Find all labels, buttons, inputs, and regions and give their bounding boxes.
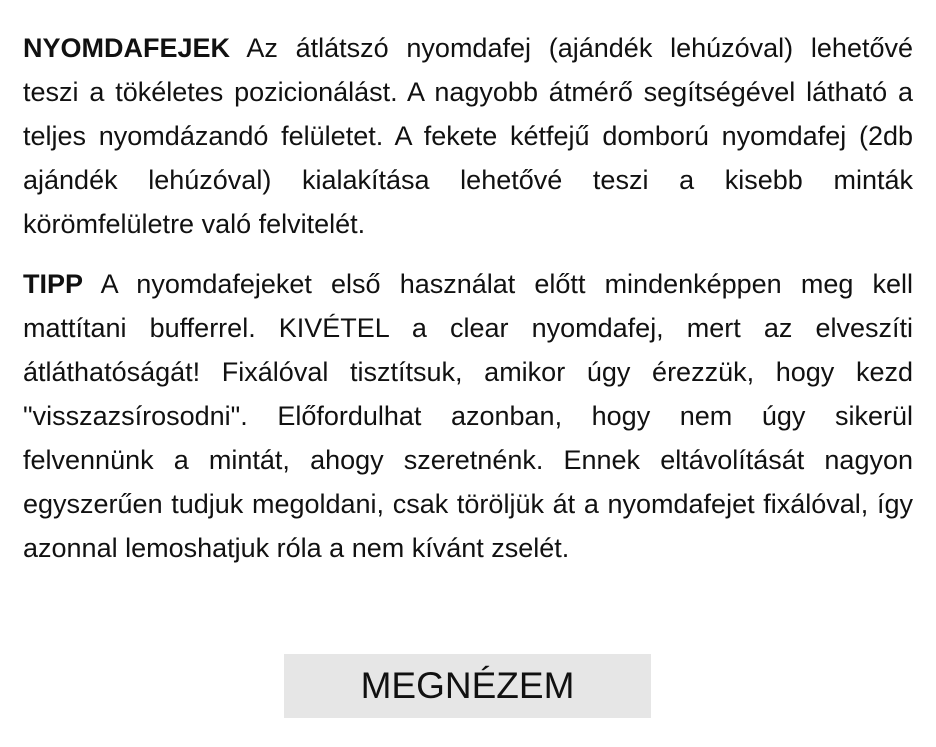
tip-paragraph xyxy=(23,262,913,570)
stamper-heads-paragraph xyxy=(23,26,913,246)
tip-heading: TIPP xyxy=(23,269,84,299)
description-text xyxy=(23,26,913,570)
tip-text: A nyomdafejeket első használat előtt mindenképpen meg kell mattítani bufferrel. KIVÉTEL a clear nyomdafej, mert az elveszíti átláthatóságát! Fixálóval tisztítsuk, amikor úgy érezzük, hogy kezd "visszazsírosodni". Előfordulhat azonban, hogy nem úgy sikerül felvennünk a mintát, ahogy szeretnénk. Ennek eltávolítását nagyon egyszerűen tudjuk megoldani, csak töröljük át a nyomdafejet fixálóval, így azonnal lemoshatjuk róla a nem kívánt zselét. xyxy=(23,269,913,563)
stamper-heads-text: Az átlátszó nyomdafej (ajándék lehúzóval) lehetővé teszi a tökéletes pozicionálást. A nagyobb átmérő segítségével látható a teljes nyomdázandó felületet. A fekete kétfejű domború nyomdafej (2db ajándék lehúzóval) kialakítása lehetővé teszi a kisebb minták körömfelületre való felvitelét. xyxy=(23,33,913,239)
view-button[interactable]: MEGNÉZEM xyxy=(284,654,651,718)
stamper-heads-heading: NYOMDAFEJEK xyxy=(23,33,231,63)
